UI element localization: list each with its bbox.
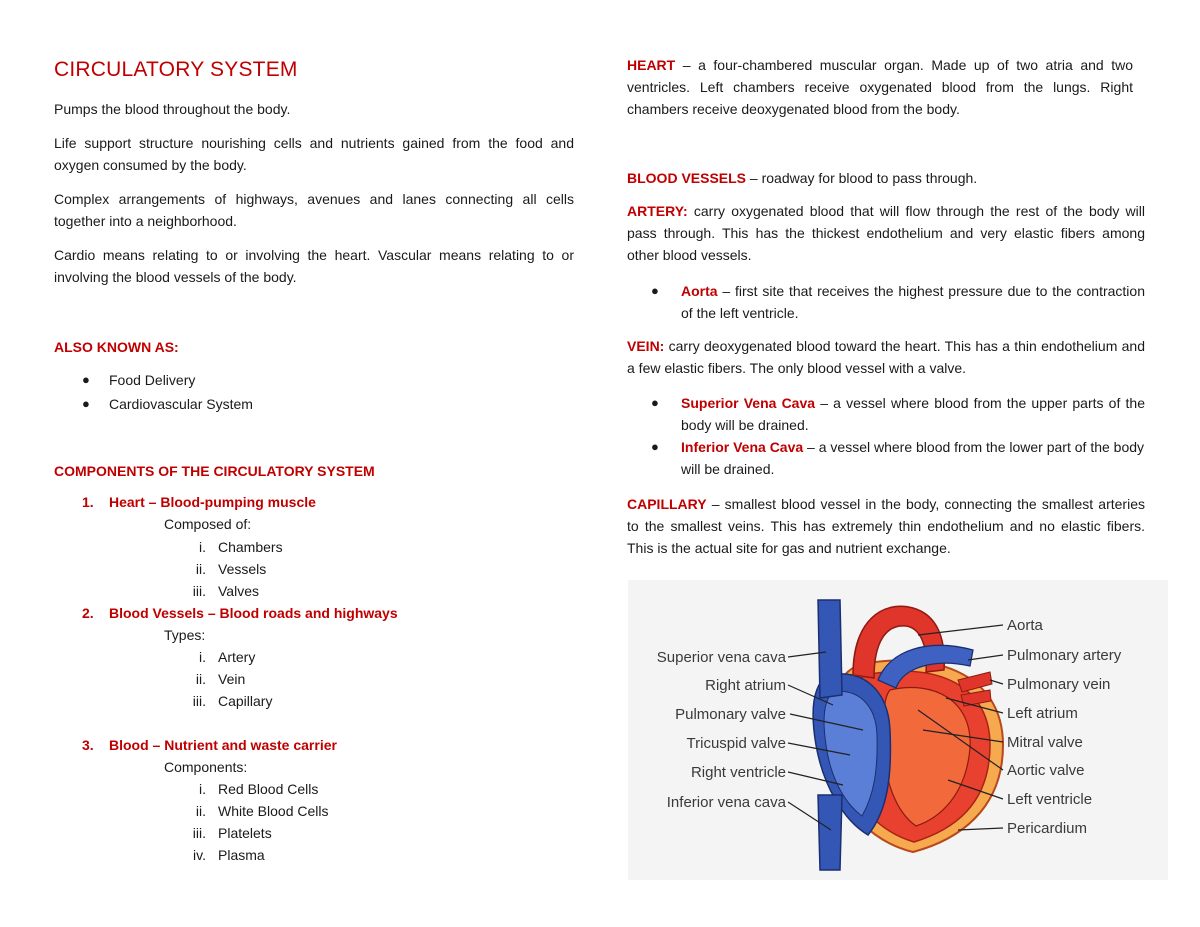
diagram-label: Right atrium	[705, 677, 786, 694]
component-title: Blood Vessels – Blood roads and highways	[109, 605, 398, 621]
term: ARTERY:	[627, 203, 688, 219]
component-title: Heart – Blood-pumping muscle	[109, 494, 316, 510]
heart-definition	[627, 54, 1133, 120]
term: Inferior Vena Cava	[681, 439, 804, 455]
roman-numeral: i.	[199, 539, 206, 555]
blood-vessels-definition	[627, 167, 1145, 189]
list-item: Artery	[218, 649, 256, 665]
intro-paragraph-3: Complex arrangements of highways, avenues and lanes connecting all cells together into a neighborhood.	[54, 191, 574, 229]
diagram-label: Aortic valve	[1007, 762, 1085, 779]
definition-text: – a four-chambered muscular organ. Made up of two atria and two ventricles. Left chambers receive oxygenated blood from the lungs. Right chambers receive deoxygenated blood from the body.	[627, 57, 1133, 117]
roman-numeral: i.	[199, 649, 206, 665]
aorta-definition	[681, 280, 1145, 324]
diagram-label: Pulmonary artery	[1007, 647, 1122, 664]
components-heading: COMPONENTS OF THE CIRCULATORY SYSTEM	[54, 463, 375, 479]
diagram-label: Mitral valve	[1007, 734, 1083, 751]
term: BLOOD VESSELS	[627, 170, 747, 186]
list-item: Chambers	[218, 539, 283, 555]
definition-text: carry deoxygenated blood toward the heart. This has a thin endothelium and a few elastic fibers. The only blood vessel with a valve.	[627, 338, 1145, 376]
bullet-icon: ●	[651, 283, 659, 298]
capillary-definition	[627, 493, 1145, 559]
roman-numeral: iv.	[193, 847, 206, 863]
list-item: White Blood Cells	[218, 803, 329, 819]
diagram-label: Right ventricle	[690, 764, 786, 781]
heart-diagram	[628, 580, 1168, 880]
component-title: Blood – Nutrient and waste carrier	[109, 737, 337, 753]
aka-item: Food Delivery	[109, 372, 196, 388]
roman-numeral: i.	[199, 781, 206, 797]
diagram-label: Pulmonary vein	[1007, 676, 1111, 693]
diagram-label: Aorta	[1007, 617, 1043, 634]
term: CAPILLARY	[627, 496, 707, 512]
list-item: Capillary	[218, 693, 273, 709]
term: Aorta	[681, 283, 718, 299]
diagram-label: Superior vena cava	[656, 649, 786, 666]
diagram-label: Inferior vena cava	[666, 794, 786, 811]
definition-text: – a vessel where blood from the upper parts of the body will be drained.	[681, 395, 1145, 433]
component-number: 2.	[82, 605, 94, 621]
diagram-label: Tricuspid valve	[686, 735, 786, 752]
list-item: Red Blood Cells	[218, 781, 319, 797]
term: VEIN:	[627, 338, 665, 354]
component-subheading: Components:	[164, 759, 248, 775]
roman-numeral: ii.	[195, 561, 206, 577]
definition-text: – smallest blood vessel in the body, connecting the smallest arteries to the smallest veins. This has extremely thin endothelium and no elastic fibers. This is the actual site for gas and nutrient exchange.	[627, 496, 1145, 556]
term: Superior Vena Cava	[681, 395, 816, 411]
roman-numeral: ii.	[195, 803, 206, 819]
list-item: Plasma	[218, 847, 265, 863]
diagram-label: Pulmonary valve	[675, 706, 786, 723]
intro-paragraph-4: Cardio means relating to or involving the heart. Vascular means relating to or involving the blood vessels of the body.	[54, 247, 574, 285]
diagram-label: Left ventricle	[1007, 791, 1093, 808]
component-number: 3.	[82, 737, 94, 753]
component-subheading: Types:	[164, 627, 206, 643]
intro-paragraph-1: Pumps the blood throughout the body.	[54, 101, 291, 117]
diagram-label: Left atrium	[1007, 705, 1078, 722]
component-subheading: Composed of:	[164, 516, 252, 532]
roman-numeral: iii.	[192, 825, 206, 841]
list-item: Valves	[218, 583, 259, 599]
vein-definition	[627, 335, 1145, 379]
aka-item: Cardiovascular System	[109, 396, 253, 412]
bullet-icon: ●	[651, 439, 659, 454]
definition-text: carry oxygenated blood that will flow through the rest of the body will pass through. This has the thickest endothelium and very elastic fibers among other blood vessels.	[627, 203, 1145, 263]
component-number: 1.	[82, 494, 94, 510]
list-item: Vessels	[218, 561, 267, 577]
roman-numeral: iii.	[192, 583, 206, 599]
inferior-vena-cava-shape	[818, 795, 842, 870]
list-item: Platelets	[218, 825, 272, 841]
definition-text: – a vessel where blood from the lower part of the body will be drained.	[681, 439, 1145, 477]
svc-definition	[681, 392, 1145, 436]
list-item: Vein	[218, 671, 246, 687]
bullet-icon: ●	[82, 396, 90, 411]
term: HEART	[627, 57, 676, 73]
definition-text: – first site that receives the highest pressure due to the contraction of the left ventricle.	[681, 283, 1145, 321]
bullet-icon: ●	[651, 395, 659, 410]
diagram-label: Pericardium	[1007, 820, 1088, 837]
ivc-definition	[681, 436, 1145, 480]
artery-definition	[627, 200, 1145, 266]
intro-paragraph-2: Life support structure nourishing cells and nutrients gained from the food and oxygen consumed by the body.	[54, 135, 574, 173]
page-title: CIRCULATORY SYSTEM	[54, 58, 298, 81]
definition-text: – roadway for blood to pass through.	[746, 170, 978, 186]
aka-heading: ALSO KNOWN AS:	[54, 339, 179, 355]
bullet-icon: ●	[82, 372, 90, 387]
superior-vena-cava-shape	[818, 600, 842, 698]
roman-numeral: ii.	[195, 671, 206, 687]
roman-numeral: iii.	[192, 693, 206, 709]
